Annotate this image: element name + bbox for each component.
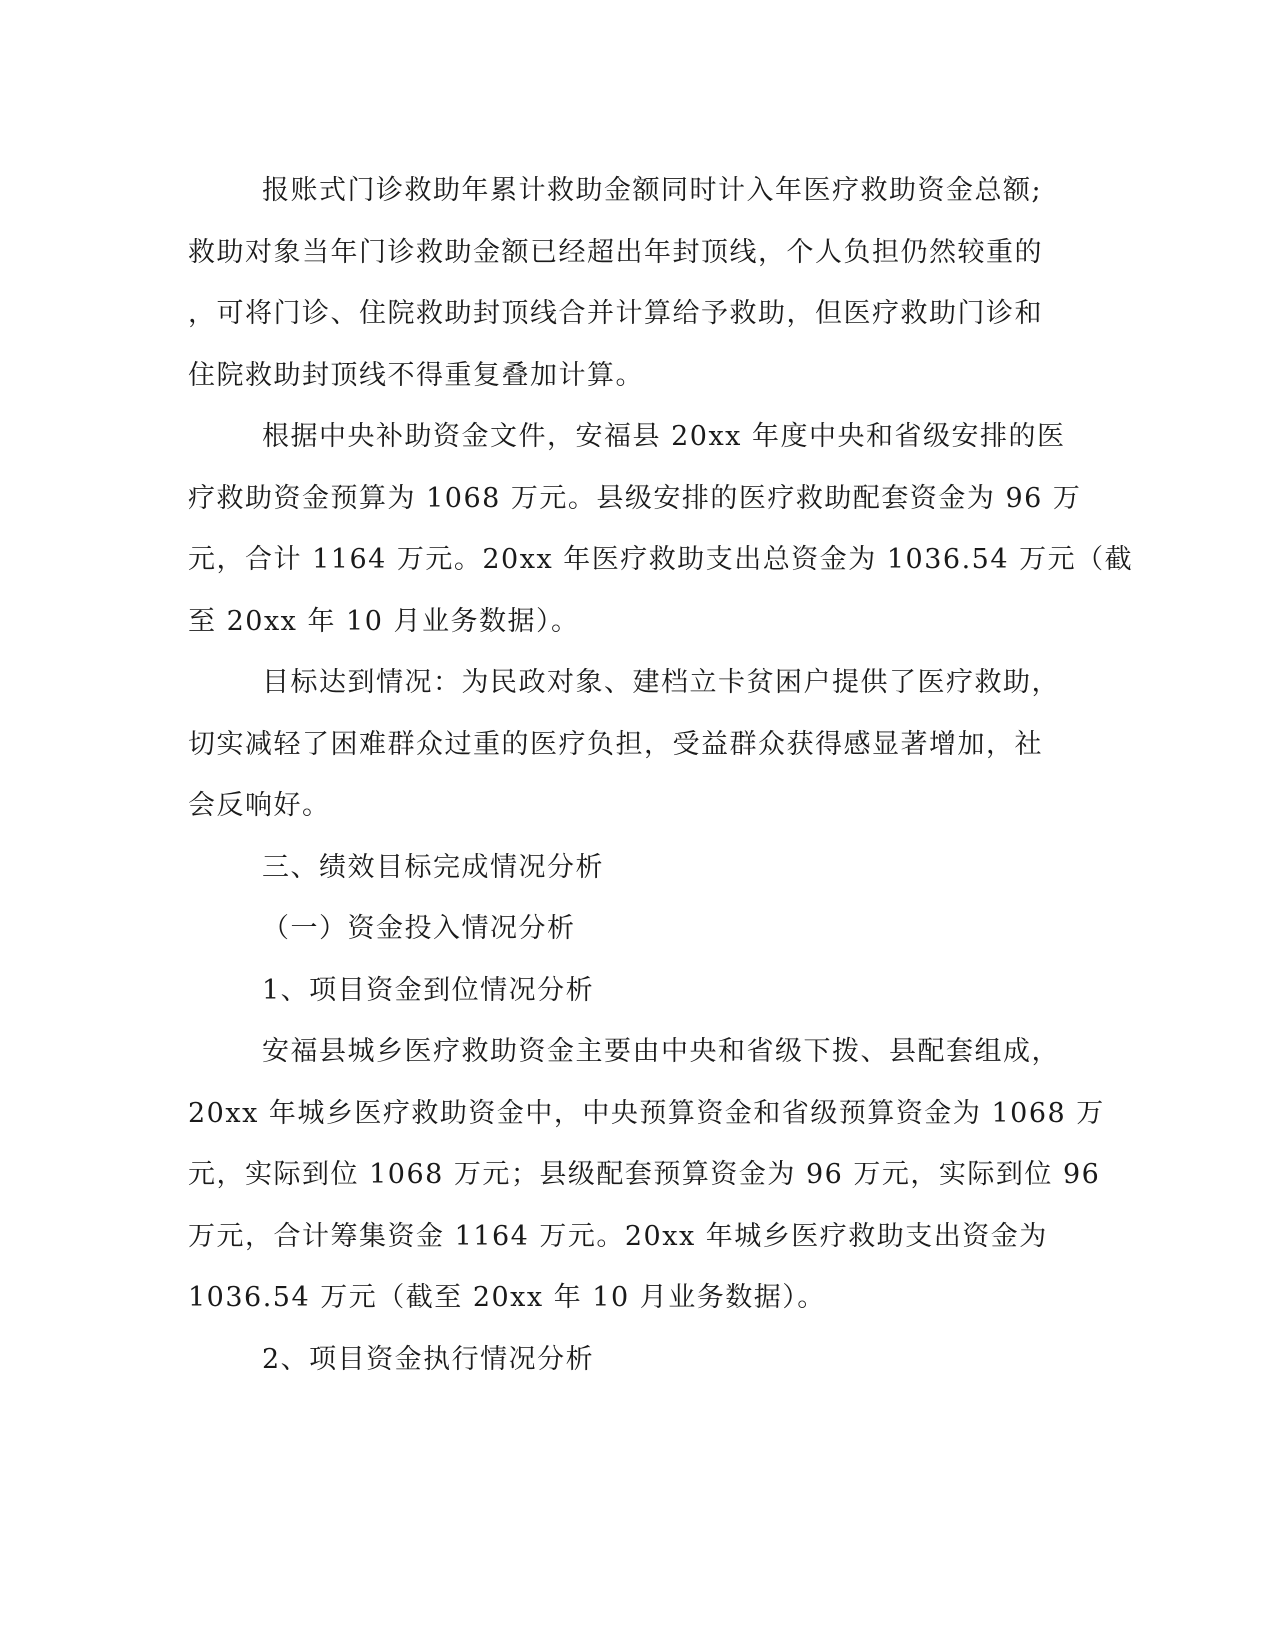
- text-line: ，可将门诊、住院救助封顶线合并计算给予救助，但医疗救助门诊和: [188, 298, 1043, 329]
- item-heading: 2、项目资金执行情况分析: [262, 1343, 595, 1375]
- text-line: 会反响好。: [188, 790, 331, 821]
- text-line: 切实减轻了困难群众过重的医疗负担，受益群众获得感显著增加，社: [188, 728, 1043, 760]
- text-line: 住院救助封顶线不得重复叠加计算。: [188, 359, 644, 391]
- text-line: 安福县城乡医疗救助资金主要由中央和省级下拨、县配套组成，: [262, 1036, 1060, 1067]
- text-line: 元，实际到位 1068 万元；县级配套预算资金为 96 万元，实际到位 96: [188, 1159, 1101, 1190]
- text-line: 1036.54 万元（截至 20xx 年 10 月业务数据）。: [188, 1282, 826, 1313]
- text-line: 20xx 年城乡医疗救助资金中，中央预算资金和省级预算资金为 1068 万: [188, 1097, 1105, 1129]
- subsection-heading: （一）资金投入情况分析: [262, 913, 576, 944]
- text-line: 疗救助资金预算为 1068 万元。县级安排的医疗救助配套资金为 96 万: [188, 482, 1082, 514]
- text-line: 至 20xx 年 10 月业务数据）。: [188, 605, 580, 637]
- text-line: 元，合计 1164 万元。20xx 年医疗救助支出总资金为 1036.54 万元（截: [188, 544, 1134, 575]
- text-line: 救助对象当年门诊救助金额已经超出年封顶线，个人负担仍然较重的: [188, 236, 1043, 268]
- text-line: 万元，合计筹集资金 1164 万元。20xx 年城乡医疗救助支出资金为: [188, 1220, 1048, 1252]
- text-line: 目标达到情况：为民政对象、建档立卡贫困户提供了医疗救助，: [262, 667, 1060, 698]
- section-heading: 三、绩效目标完成情况分析: [262, 851, 604, 883]
- text-line: 根据中央补助资金文件，安福县 20xx 年度中央和省级安排的医: [262, 421, 1066, 452]
- text-line: 报账式门诊救助年累计救助金额同时计入年医疗救助资金总额;: [262, 175, 1043, 206]
- document-body: [188, 160, 1134, 1390]
- item-heading: 1、项目资金到位情况分析: [262, 974, 595, 1006]
